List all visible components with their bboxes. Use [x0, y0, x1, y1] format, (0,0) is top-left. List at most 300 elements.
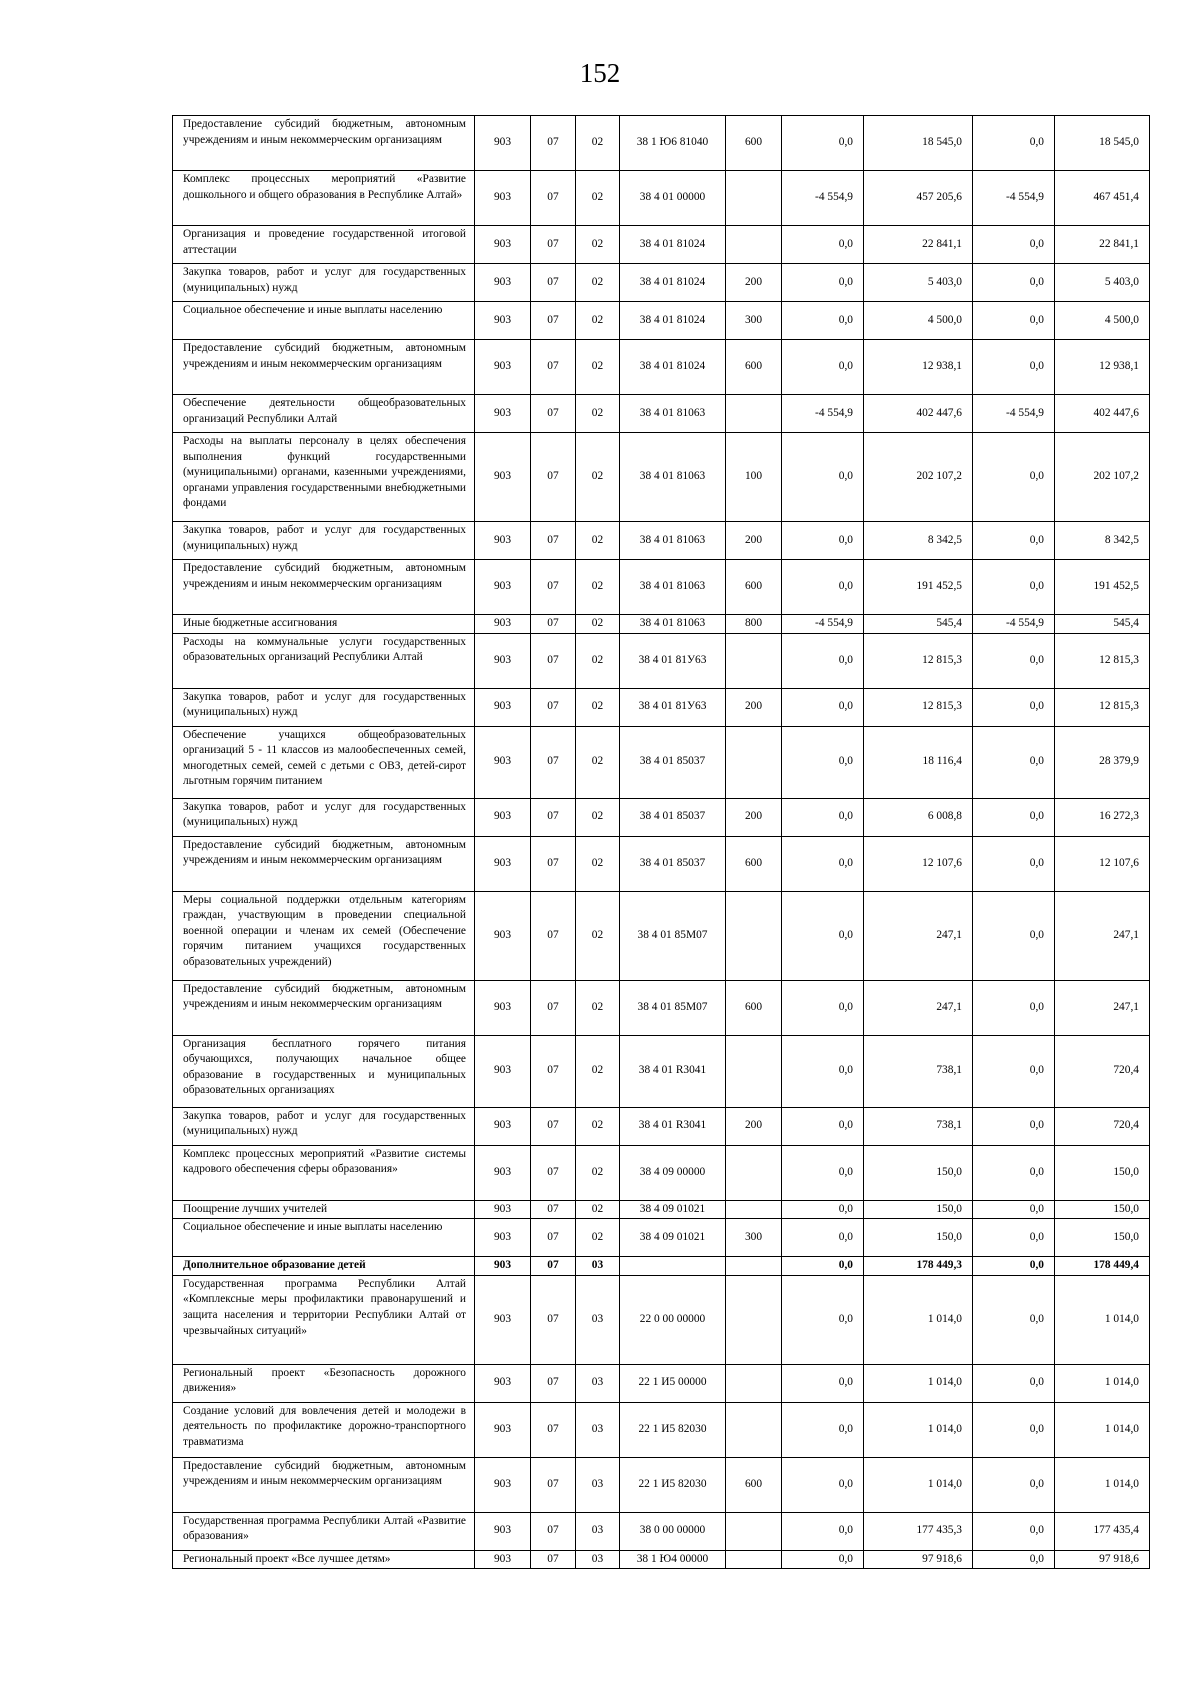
target-article-code: 38 4 01 81063 [620, 522, 726, 560]
item-name: Закупка товаров, работ и услуг для государственных (муниципальных) нужд [173, 522, 475, 560]
ministry-code: 903 [475, 836, 531, 891]
amount-1: 18 116,4 [864, 726, 973, 798]
subsection-code: 03 [576, 1457, 620, 1512]
table-row [173, 726, 1150, 798]
ministry-code: 903 [475, 433, 531, 522]
amount-change-2: -4 554,9 [973, 615, 1055, 634]
subsection-code: 02 [576, 302, 620, 340]
target-article-code: 38 4 01 85М07 [620, 891, 726, 980]
section-code: 07 [531, 1457, 576, 1512]
target-article-code: 38 4 01 R3041 [620, 1107, 726, 1145]
section-code: 07 [531, 1035, 576, 1107]
amount-change-1: 0,0 [782, 116, 864, 171]
amount-2: 12 815,3 [1055, 633, 1150, 688]
amount-change-2: 0,0 [973, 116, 1055, 171]
amount-change-1: 0,0 [782, 1512, 864, 1550]
item-name: Предоставление субсидий бюджетным, автономным учреждениям и иным некоммерческим организациям [173, 836, 475, 891]
item-name: Расходы на выплаты персоналу в целях обеспечения выполнения функций государственными (муниципальными) органами, казенными учреждениями, органами управления государственными внебюджетными фондами [173, 433, 475, 522]
item-name: Региональный проект «Безопасность дорожного движения» [173, 1364, 475, 1402]
amount-1: 8 342,5 [864, 522, 973, 560]
section-code: 07 [531, 560, 576, 615]
table-row [173, 560, 1150, 615]
ministry-code: 903 [475, 1457, 531, 1512]
amount-1: 1 014,0 [864, 1275, 973, 1364]
expense-type-code: 200 [726, 522, 782, 560]
item-name: Предоставление субсидий бюджетным, автономным учреждениям и иным некоммерческим организациям [173, 980, 475, 1035]
section-code: 07 [531, 522, 576, 560]
amount-2: 22 841,1 [1055, 226, 1150, 264]
item-name: Комплекс процессных мероприятий «Развитие дошкольного и общего образования в Республике Алтай» [173, 171, 475, 226]
amount-change-2: 0,0 [973, 1145, 1055, 1200]
item-name: Предоставление субсидий бюджетным, автономным учреждениям и иным некоммерческим организациям [173, 116, 475, 171]
amount-change-1: -4 554,9 [782, 615, 864, 634]
table-row [173, 340, 1150, 395]
amount-1: 12 815,3 [864, 633, 973, 688]
section-code: 07 [531, 1550, 576, 1569]
target-article-code: 38 1 Ю4 00000 [620, 1550, 726, 1569]
subsection-code: 02 [576, 560, 620, 615]
subsection-code: 02 [576, 688, 620, 726]
section-code: 07 [531, 615, 576, 634]
table-row [173, 433, 1150, 522]
target-article-code: 38 4 09 01021 [620, 1219, 726, 1257]
amount-change-2: 0,0 [973, 688, 1055, 726]
amount-change-2: 0,0 [973, 560, 1055, 615]
amount-1: 738,1 [864, 1107, 973, 1145]
amount-2: 720,4 [1055, 1107, 1150, 1145]
section-code: 07 [531, 171, 576, 226]
amount-1: 1 014,0 [864, 1402, 973, 1457]
amount-change-1: 0,0 [782, 726, 864, 798]
amount-2: 178 449,4 [1055, 1257, 1150, 1276]
expense-type-code: 600 [726, 560, 782, 615]
item-name: Государственная программа Республики Алтай «Развитие образования» [173, 1512, 475, 1550]
target-article-code [620, 1257, 726, 1276]
amount-1: 191 452,5 [864, 560, 973, 615]
subsection-code: 02 [576, 340, 620, 395]
item-name: Закупка товаров, работ и услуг для государственных (муниципальных) нужд [173, 1107, 475, 1145]
amount-change-2: 0,0 [973, 1275, 1055, 1364]
expense-type-code [726, 1035, 782, 1107]
amount-change-2: 0,0 [973, 1402, 1055, 1457]
ministry-code: 903 [475, 171, 531, 226]
table-row [173, 980, 1150, 1035]
amount-1: 22 841,1 [864, 226, 973, 264]
ministry-code: 903 [475, 395, 531, 433]
ministry-code: 903 [475, 560, 531, 615]
section-code: 07 [531, 1512, 576, 1550]
table-row [173, 891, 1150, 980]
ministry-code: 903 [475, 116, 531, 171]
expense-type-code [726, 226, 782, 264]
subsection-code: 02 [576, 1219, 620, 1257]
table-row [173, 1364, 1150, 1402]
amount-1: 402 447,6 [864, 395, 973, 433]
target-article-code: 38 4 01 81063 [620, 395, 726, 433]
amount-2: 177 435,4 [1055, 1512, 1150, 1550]
target-article-code: 38 4 01 R3041 [620, 1035, 726, 1107]
ministry-code: 903 [475, 1402, 531, 1457]
amount-2: 1 014,0 [1055, 1275, 1150, 1364]
section-code: 07 [531, 891, 576, 980]
expense-type-code [726, 726, 782, 798]
item-name: Иные бюджетные ассигнования [173, 615, 475, 634]
amount-change-1: 0,0 [782, 1457, 864, 1512]
amount-change-1: -4 554,9 [782, 171, 864, 226]
target-article-code: 38 0 00 00000 [620, 1512, 726, 1550]
amount-change-1: 0,0 [782, 1035, 864, 1107]
subsection-code: 02 [576, 798, 620, 836]
expense-type-code [726, 1257, 782, 1276]
table-row [173, 1257, 1150, 1276]
amount-change-2: 0,0 [973, 726, 1055, 798]
amount-1: 4 500,0 [864, 302, 973, 340]
amount-2: 545,4 [1055, 615, 1150, 634]
subsection-code: 02 [576, 1035, 620, 1107]
amount-change-1: -4 554,9 [782, 395, 864, 433]
subsection-code: 03 [576, 1257, 620, 1276]
ministry-code: 903 [475, 522, 531, 560]
amount-change-1: 0,0 [782, 1275, 864, 1364]
section-code: 07 [531, 302, 576, 340]
amount-change-2: 0,0 [973, 1200, 1055, 1219]
table-row [173, 1275, 1150, 1364]
section-code: 07 [531, 1364, 576, 1402]
amount-change-2: 0,0 [973, 1550, 1055, 1569]
item-name: Обеспечение деятельности общеобразовательных организаций Республики Алтай [173, 395, 475, 433]
amount-change-1: 0,0 [782, 633, 864, 688]
amount-1: 177 435,3 [864, 1512, 973, 1550]
item-name: Расходы на коммунальные услуги государственных образовательных организаций Республики Алтай [173, 633, 475, 688]
expense-type-code [726, 1550, 782, 1569]
ministry-code: 903 [475, 688, 531, 726]
target-article-code: 38 4 01 85М07 [620, 980, 726, 1035]
item-name: Закупка товаров, работ и услуг для государственных (муниципальных) нужд [173, 798, 475, 836]
table-row [173, 836, 1150, 891]
expense-type-code: 200 [726, 798, 782, 836]
subsection-code: 02 [576, 264, 620, 302]
subsection-code: 02 [576, 171, 620, 226]
expense-type-code [726, 1402, 782, 1457]
subsection-code: 02 [576, 433, 620, 522]
table-row [173, 1035, 1150, 1107]
table-row [173, 633, 1150, 688]
subsection-code: 02 [576, 116, 620, 171]
amount-change-1: 0,0 [782, 1550, 864, 1569]
item-name: Создание условий для вовлечения детей и молодежи в деятельность по профилактике дорожно-транспортного травматизма [173, 1402, 475, 1457]
amount-2: 28 379,9 [1055, 726, 1150, 798]
amount-2: 12 938,1 [1055, 340, 1150, 395]
amount-1: 1 014,0 [864, 1364, 973, 1402]
section-code: 07 [531, 1200, 576, 1219]
item-name: Комплекс процессных мероприятий «Развитие системы кадрового обеспечения сферы образования» [173, 1145, 475, 1200]
subsection-code: 02 [576, 1145, 620, 1200]
amount-change-1: 0,0 [782, 836, 864, 891]
expense-type-code: 100 [726, 433, 782, 522]
ministry-code: 903 [475, 1145, 531, 1200]
section-code: 07 [531, 264, 576, 302]
amount-change-2: 0,0 [973, 1512, 1055, 1550]
amount-1: 202 107,2 [864, 433, 973, 522]
amount-change-1: 0,0 [782, 433, 864, 522]
amount-1: 738,1 [864, 1035, 973, 1107]
table-row [173, 302, 1150, 340]
amount-change-2: 0,0 [973, 633, 1055, 688]
section-code: 07 [531, 226, 576, 264]
ministry-code: 903 [475, 1200, 531, 1219]
section-code: 07 [531, 633, 576, 688]
table-row [173, 522, 1150, 560]
target-article-code: 38 4 09 01021 [620, 1200, 726, 1219]
ministry-code: 903 [475, 1107, 531, 1145]
item-name: Региональный проект «Все лучшее детям» [173, 1550, 475, 1569]
target-article-code: 38 4 01 81024 [620, 264, 726, 302]
amount-1: 457 205,6 [864, 171, 973, 226]
amount-change-1: 0,0 [782, 226, 864, 264]
ministry-code: 903 [475, 264, 531, 302]
target-article-code: 38 4 01 85037 [620, 726, 726, 798]
amount-change-2: 0,0 [973, 302, 1055, 340]
target-article-code: 22 1 И5 00000 [620, 1364, 726, 1402]
target-article-code: 38 4 01 85037 [620, 798, 726, 836]
target-article-code: 38 4 01 81024 [620, 302, 726, 340]
amount-1: 545,4 [864, 615, 973, 634]
target-article-code: 38 4 01 85037 [620, 836, 726, 891]
amount-2: 720,4 [1055, 1035, 1150, 1107]
section-code: 07 [531, 798, 576, 836]
amount-2: 4 500,0 [1055, 302, 1150, 340]
amount-1: 247,1 [864, 891, 973, 980]
table-row [173, 1457, 1150, 1512]
amount-2: 12 815,3 [1055, 688, 1150, 726]
expense-type-code [726, 1200, 782, 1219]
amount-change-2: 0,0 [973, 1457, 1055, 1512]
target-article-code: 38 1 Ю6 81040 [620, 116, 726, 171]
expense-type-code: 200 [726, 264, 782, 302]
section-code: 07 [531, 1145, 576, 1200]
item-name: Социальное обеспечение и иные выплаты населению [173, 1219, 475, 1257]
section-code: 07 [531, 433, 576, 522]
subsection-code: 02 [576, 615, 620, 634]
amount-1: 150,0 [864, 1200, 973, 1219]
target-article-code: 38 4 01 81063 [620, 560, 726, 615]
amount-change-2: 0,0 [973, 980, 1055, 1035]
table-row [173, 171, 1150, 226]
amount-2: 247,1 [1055, 980, 1150, 1035]
table-row [173, 1550, 1150, 1569]
ministry-code: 903 [475, 891, 531, 980]
amount-change-1: 0,0 [782, 1402, 864, 1457]
subsection-code: 02 [576, 226, 620, 264]
section-code: 07 [531, 1275, 576, 1364]
amount-change-2: 0,0 [973, 264, 1055, 302]
item-name: Закупка товаров, работ и услуг для государственных (муниципальных) нужд [173, 688, 475, 726]
ministry-code: 903 [475, 798, 531, 836]
subsection-code: 02 [576, 522, 620, 560]
amount-change-1: 0,0 [782, 1219, 864, 1257]
section-code: 07 [531, 340, 576, 395]
ministry-code: 903 [475, 615, 531, 634]
budget-table-body [173, 116, 1150, 1569]
amount-1: 6 008,8 [864, 798, 973, 836]
amount-change-2: 0,0 [973, 522, 1055, 560]
subsection-code: 02 [576, 1107, 620, 1145]
amount-2: 97 918,6 [1055, 1550, 1150, 1569]
section-code: 07 [531, 980, 576, 1035]
amount-2: 1 014,0 [1055, 1402, 1150, 1457]
item-name: Социальное обеспечение и иные выплаты населению [173, 302, 475, 340]
amount-change-1: 0,0 [782, 1364, 864, 1402]
amount-change-2: 0,0 [973, 226, 1055, 264]
section-code: 07 [531, 1219, 576, 1257]
amount-change-2: 0,0 [973, 891, 1055, 980]
amount-change-1: 0,0 [782, 980, 864, 1035]
table-row [173, 116, 1150, 171]
item-name: Поощрение лучших учителей [173, 1200, 475, 1219]
table-row [173, 1107, 1150, 1145]
amount-1: 5 403,0 [864, 264, 973, 302]
table-row [173, 1200, 1150, 1219]
item-name: Государственная программа Республики Алтай «Комплексные меры профилактики правонарушений и защита населения и территории Республики Алтай от чрезвычайных ситуаций» [173, 1275, 475, 1364]
amount-1: 12 815,3 [864, 688, 973, 726]
amount-2: 150,0 [1055, 1145, 1150, 1200]
amount-1: 247,1 [864, 980, 973, 1035]
section-code: 07 [531, 1402, 576, 1457]
amount-2: 150,0 [1055, 1200, 1150, 1219]
amount-change-2: -4 554,9 [973, 395, 1055, 433]
amount-2: 8 342,5 [1055, 522, 1150, 560]
expense-type-code: 600 [726, 1457, 782, 1512]
amount-change-1: 0,0 [782, 798, 864, 836]
ministry-code: 903 [475, 1364, 531, 1402]
amount-change-1: 0,0 [782, 560, 864, 615]
amount-change-2: 0,0 [973, 1257, 1055, 1276]
item-name: Организация бесплатного горячего питания обучающихся, получающих начальное общее образование в государственных и муниципальных образовательных организациях [173, 1035, 475, 1107]
section-code: 07 [531, 116, 576, 171]
amount-change-2: 0,0 [973, 433, 1055, 522]
ministry-code: 903 [475, 302, 531, 340]
item-name: Меры социальной поддержки отдельным категориям граждан, участвующим в проведении специальной военной операции и членам их семей (Обеспечение горячим питанием учащихся государственных образовательных учреждений) [173, 891, 475, 980]
amount-change-2: 0,0 [973, 1035, 1055, 1107]
amount-change-2: 0,0 [973, 340, 1055, 395]
subsection-code: 03 [576, 1512, 620, 1550]
amount-2: 12 107,6 [1055, 836, 1150, 891]
amount-change-2: 0,0 [973, 836, 1055, 891]
table-row [173, 1512, 1150, 1550]
section-code: 07 [531, 836, 576, 891]
amount-change-1: 0,0 [782, 1145, 864, 1200]
amount-change-1: 0,0 [782, 1200, 864, 1219]
target-article-code: 22 0 00 00000 [620, 1275, 726, 1364]
expense-type-code: 300 [726, 1219, 782, 1257]
amount-1: 150,0 [864, 1219, 973, 1257]
subsection-code: 03 [576, 1275, 620, 1364]
item-name: Организация и проведение государственной итоговой аттестации [173, 226, 475, 264]
target-article-code: 22 1 И5 82030 [620, 1457, 726, 1512]
expense-type-code: 600 [726, 340, 782, 395]
amount-change-2: 0,0 [973, 798, 1055, 836]
amount-change-1: 0,0 [782, 891, 864, 980]
amount-change-1: 0,0 [782, 522, 864, 560]
item-name: Закупка товаров, работ и услуг для государственных (муниципальных) нужд [173, 264, 475, 302]
expense-type-code [726, 1145, 782, 1200]
amount-2: 402 447,6 [1055, 395, 1150, 433]
amount-2: 18 545,0 [1055, 116, 1150, 171]
ministry-code: 903 [475, 1550, 531, 1569]
subsection-code: 02 [576, 726, 620, 798]
section-code: 07 [531, 395, 576, 433]
expense-type-code [726, 633, 782, 688]
ministry-code: 903 [475, 1219, 531, 1257]
expense-type-code: 200 [726, 1107, 782, 1145]
amount-change-2: -4 554,9 [973, 171, 1055, 226]
item-name: Предоставление субсидий бюджетным, автономным учреждениям и иным некоммерческим организациям [173, 1457, 475, 1512]
subsection-code: 02 [576, 980, 620, 1035]
table-row [173, 688, 1150, 726]
amount-2: 150,0 [1055, 1219, 1150, 1257]
ministry-code: 903 [475, 1512, 531, 1550]
target-article-code: 38 4 01 81024 [620, 226, 726, 264]
item-name: Обеспечение учащихся общеобразовательных организаций 5 - 11 классов из малообеспеченных семей, многодетных семей, семей с детьми с ОВЗ, детей-сирот льготным горячим питанием [173, 726, 475, 798]
expense-type-code [726, 891, 782, 980]
target-article-code: 22 1 И5 82030 [620, 1402, 726, 1457]
ministry-code: 903 [475, 1257, 531, 1276]
expense-type-code [726, 1275, 782, 1364]
expense-type-code [726, 171, 782, 226]
ministry-code: 903 [475, 340, 531, 395]
target-article-code: 38 4 01 81У63 [620, 633, 726, 688]
expense-type-code: 600 [726, 836, 782, 891]
amount-2: 16 272,3 [1055, 798, 1150, 836]
section-code: 07 [531, 688, 576, 726]
target-article-code: 38 4 01 81У63 [620, 688, 726, 726]
expense-type-code: 300 [726, 302, 782, 340]
amount-1: 12 107,6 [864, 836, 973, 891]
target-article-code: 38 4 01 00000 [620, 171, 726, 226]
amount-2: 202 107,2 [1055, 433, 1150, 522]
amount-1: 150,0 [864, 1145, 973, 1200]
ministry-code: 903 [475, 980, 531, 1035]
subsection-code: 02 [576, 395, 620, 433]
amount-2: 191 452,5 [1055, 560, 1150, 615]
amount-1: 97 918,6 [864, 1550, 973, 1569]
table-row [173, 1219, 1150, 1257]
target-article-code: 38 4 01 81063 [620, 433, 726, 522]
amount-change-1: 0,0 [782, 302, 864, 340]
amount-change-1: 0,0 [782, 264, 864, 302]
amount-change-2: 0,0 [973, 1107, 1055, 1145]
subsection-code: 03 [576, 1402, 620, 1457]
expense-type-code [726, 1364, 782, 1402]
expense-type-code [726, 395, 782, 433]
page-number: 152 [579, 58, 621, 88]
amount-1: 178 449,3 [864, 1257, 973, 1276]
amount-2: 1 014,0 [1055, 1457, 1150, 1512]
table-row [173, 1402, 1150, 1457]
ministry-code: 903 [475, 1275, 531, 1364]
amount-change-1: 0,0 [782, 1107, 864, 1145]
item-name: Предоставление субсидий бюджетным, автономным учреждениям и иным некоммерческим организациям [173, 560, 475, 615]
table-row [173, 615, 1150, 634]
amount-1: 18 545,0 [864, 116, 973, 171]
section-code: 07 [531, 1107, 576, 1145]
amount-change-2: 0,0 [973, 1364, 1055, 1402]
expense-type-code: 600 [726, 116, 782, 171]
amount-change-2: 0,0 [973, 1219, 1055, 1257]
ministry-code: 903 [475, 1035, 531, 1107]
amount-change-1: 0,0 [782, 340, 864, 395]
subsection-code: 02 [576, 633, 620, 688]
